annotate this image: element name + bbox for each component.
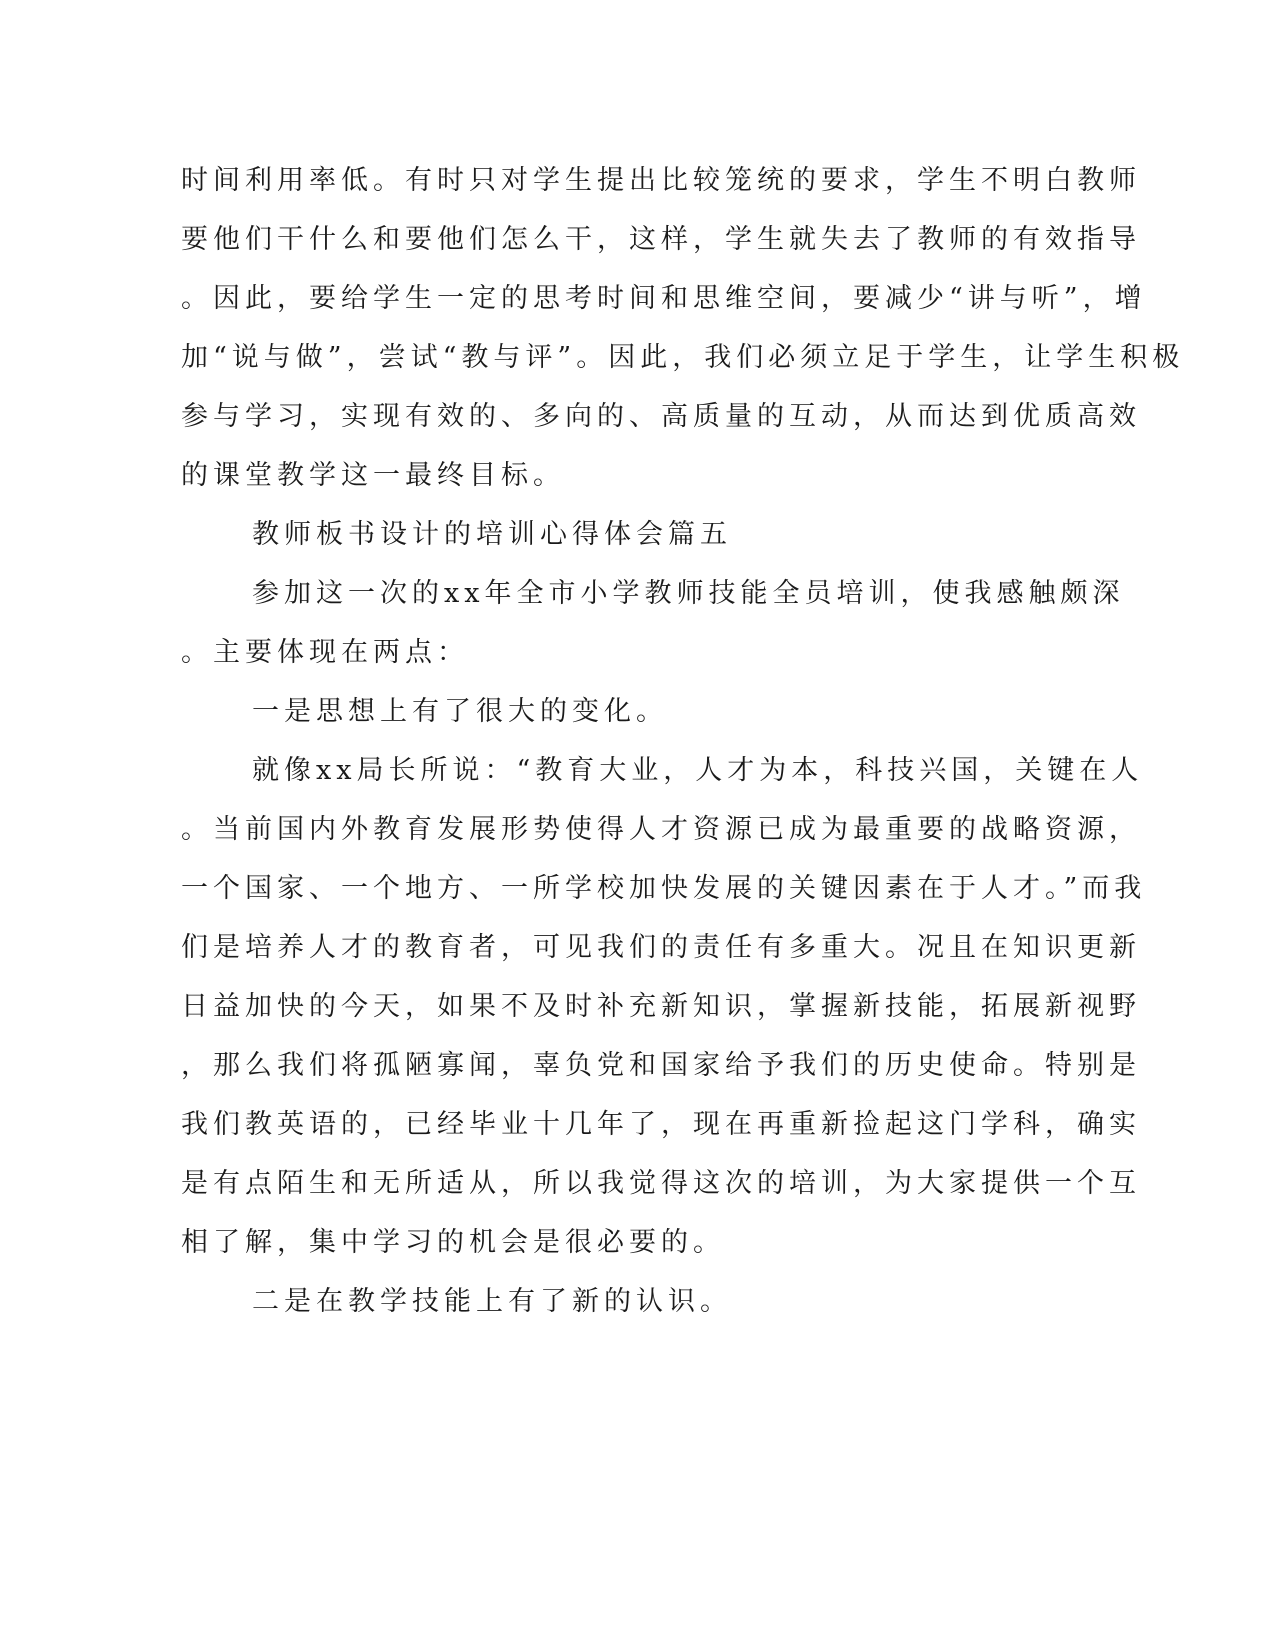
text-line: ，那么我们将孤陋寡闻，辜负党和国家给予我们的历史使命。特别是 (181, 1050, 1141, 1081)
text-line: 。因此，要给学生一定的思考时间和思维空间，要减少“讲与听”，增 (181, 283, 1147, 314)
text-line: 。当前国内外教育发展形势使得人才资源已成为最重要的战略资源， (181, 814, 1141, 845)
text-line: 的课堂教学这一最终目标。 (181, 460, 565, 491)
text-line: 是有点陌生和无所适从，所以我觉得这次的培训，为大家提供一个互 (181, 1168, 1141, 1199)
text-line: 相了解，集中学习的机会是很必要的。 (181, 1227, 725, 1258)
text-line: 日益加快的今天，如果不及时补充新知识，掌握新技能，拓展新视野 (181, 991, 1141, 1022)
text-line: 我们教英语的，已经毕业十几年了，现在再重新捡起这门学科，确实 (181, 1109, 1141, 1140)
text-line: 时间利用率低。有时只对学生提出比较笼统的要求，学生不明白教师 (181, 165, 1141, 196)
text-line: 一个国家、一个地方、一所学校加快发展的关键因素在于人才。”而我 (181, 873, 1147, 904)
text-line: 。主要体现在两点： (181, 637, 469, 668)
text-line: 加“说与做”，尝试“教与评”。因此，我们必须立足于学生，让学生积极 (181, 342, 1185, 373)
section-heading: 教师板书设计的培训心得体会篇五 (252, 519, 732, 550)
text-line: 二是在教学技能上有了新的认识。 (252, 1286, 732, 1317)
text-line: 参与学习，实现有效的、多向的、高质量的互动，从而达到优质高效 (181, 401, 1141, 432)
text-line: 一是思想上有了很大的变化。 (252, 696, 668, 727)
text-line: 参加这一次的xx年全市小学教师技能全员培训，使我感触颇深 (252, 578, 1125, 609)
text-line: 就像xx局长所说：“教育大业，人才为本，科技兴国，关键在人 (252, 755, 1144, 786)
text-line: 要他们干什么和要他们怎么干，这样，学生就失去了教师的有效指导 (181, 224, 1141, 255)
text-line: 们是培养人才的教育者，可见我们的责任有多重大。况且在知识更新 (181, 932, 1141, 963)
